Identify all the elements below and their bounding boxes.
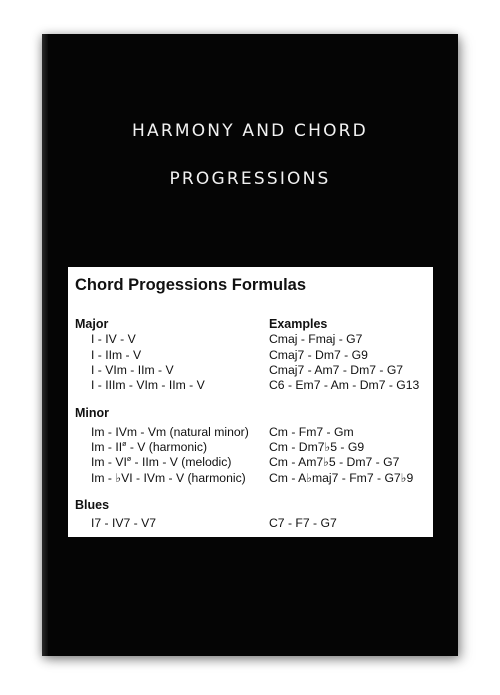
minor-formula-1: Im - IVm - Vm (natural minor) [91, 425, 249, 439]
minor-example-1: Cm - Fm7 - Gm [269, 425, 354, 439]
major-formula-1: I - IV - V [91, 332, 136, 346]
major-formula-2: I - IIm - V [91, 348, 142, 362]
minor-formula-2: Im - $II^ø$ - V (harmonic) [91, 440, 208, 454]
major-formula-4: I - IIIm - VIm - IIm - V [91, 378, 205, 392]
cover-title-line1: HARMONY AND CHORD [132, 121, 368, 141]
major-example-3: Cmaj7 - Am7 - Dm7 - G7 [269, 363, 404, 377]
minor-formula-3: Im - $VI^ø$ - IIm - V (melodic) [91, 455, 232, 469]
minor-formula-4: Im - ♭VI - IVm - V (harmonic) [91, 471, 246, 485]
minor-example-4: Cm - A♭maj7 - Fm7 - G7♭9 [269, 471, 414, 485]
section-blues-heading: Blues [75, 498, 110, 512]
major-formula-3: I - VIm - IIm - V [91, 363, 174, 377]
major-example-2: Cmaj7 - Dm7 - G9 [269, 348, 368, 362]
blues-formula-1: I7 - IV7 - V7 [91, 516, 157, 530]
major-example-1: Cmaj - Fmaj - G7 [269, 332, 363, 346]
blues-example-1: C7 - F7 - G7 [269, 516, 337, 530]
chord-formulas-panel [68, 267, 433, 537]
section-minor-heading: Minor [75, 406, 110, 420]
examples-heading: Examples [269, 317, 328, 331]
cover-title-line2: PROGRESSIONS [169, 169, 331, 189]
panel-title: Chord Progessions Formulas [75, 276, 307, 294]
major-example-4: C6 - Em7 - Am - Dm7 - G13 [269, 378, 420, 392]
minor-example-3: Cm - Am7♭5 - Dm7 - G7 [269, 455, 400, 469]
minor-example-2: Cm - Dm7♭5 - G9 [269, 440, 365, 454]
section-major-heading: Major [75, 317, 109, 331]
